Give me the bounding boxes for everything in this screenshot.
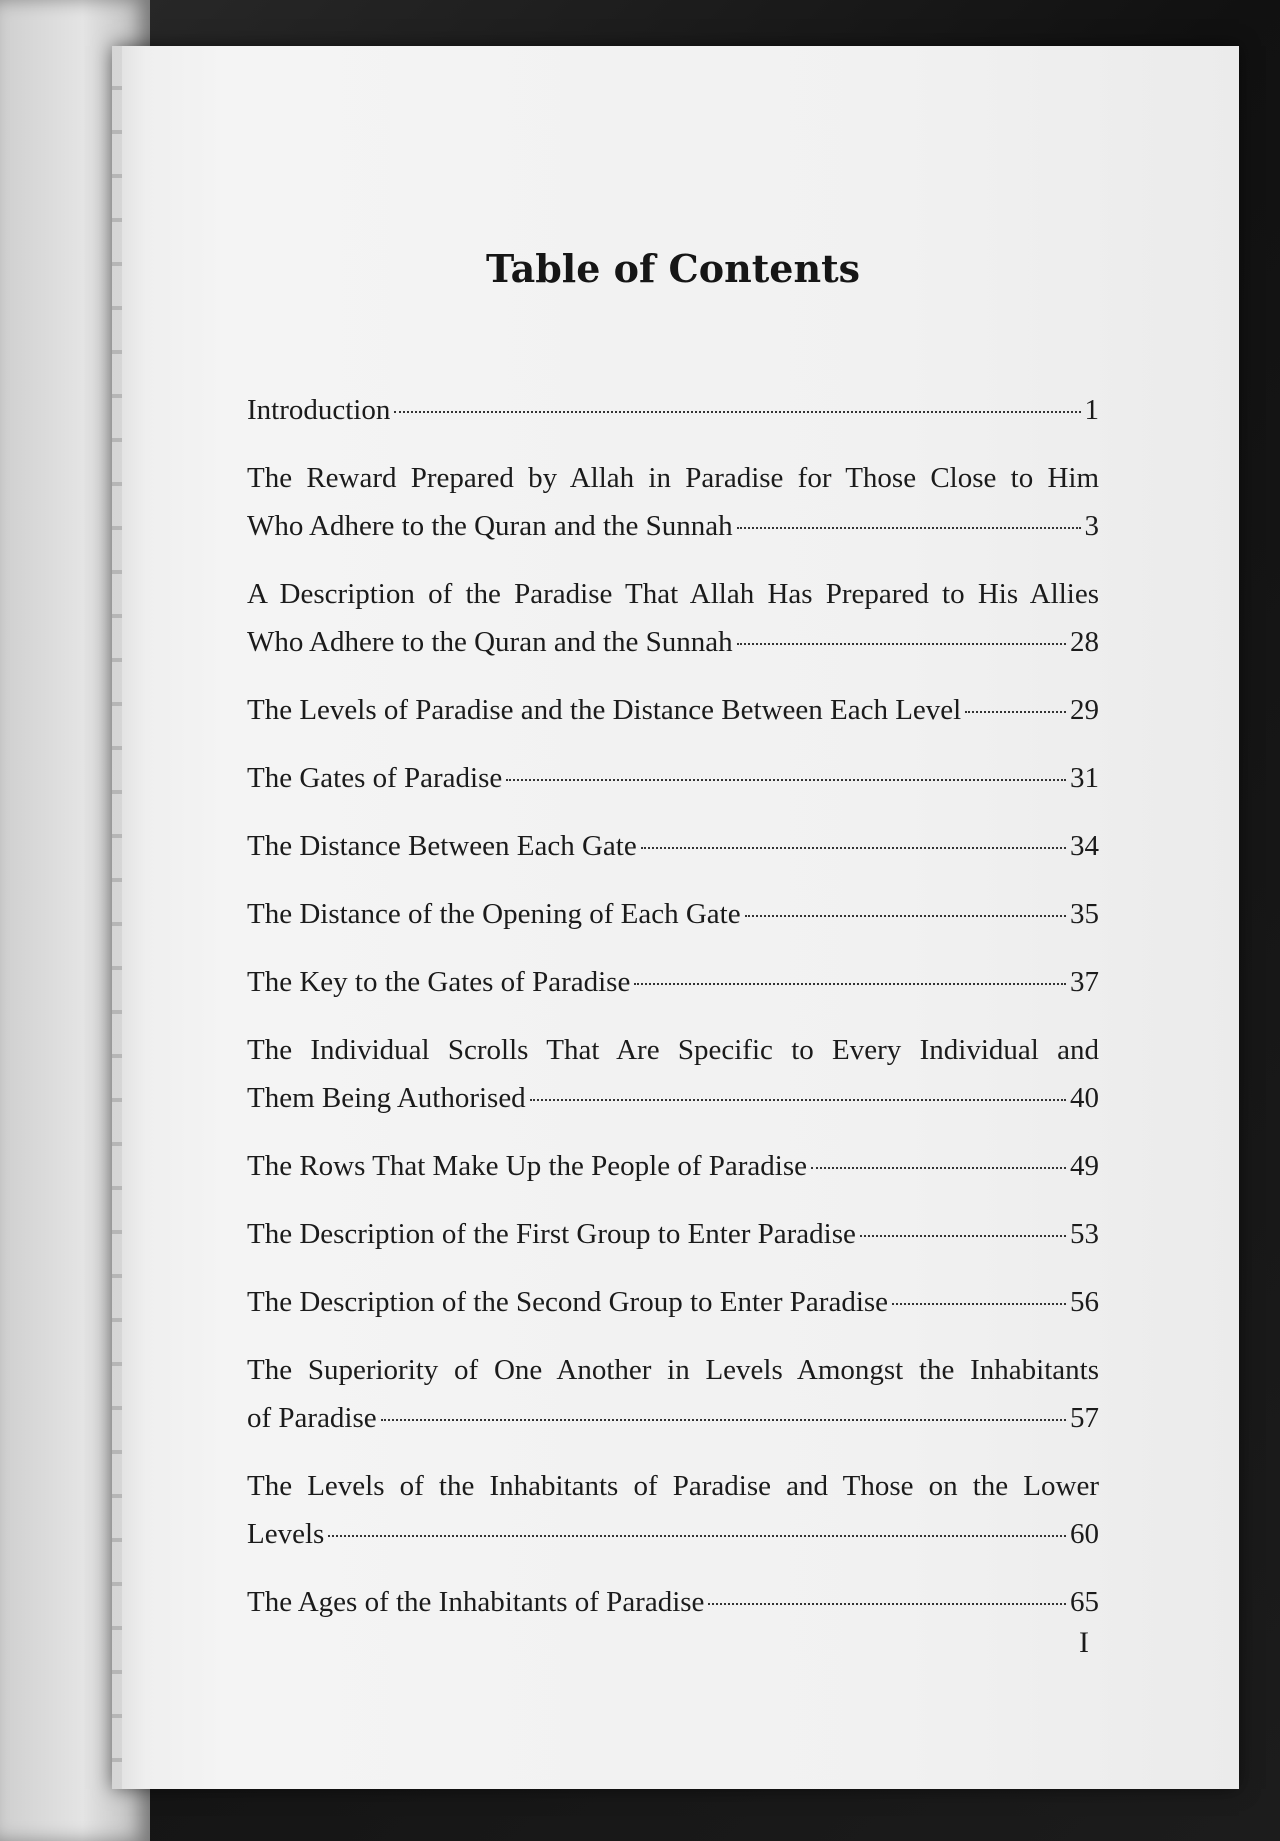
- dot-leader: [641, 847, 1066, 849]
- toc-entry-page-number: 57: [1070, 1402, 1099, 1434]
- toc-list: [247, 386, 1099, 1646]
- toc-entry: [247, 570, 1099, 666]
- toc-entry-leader-line: [247, 502, 1099, 550]
- dot-leader: [328, 1535, 1066, 1537]
- toc-entry: [247, 454, 1099, 550]
- toc-entry-page-number: 65: [1070, 1586, 1099, 1618]
- toc-entry-title-line: The Superiority of One Another in Levels Amongst the Inhabitants: [247, 1354, 1099, 1386]
- toc-entry-page-number: 56: [1070, 1286, 1099, 1318]
- toc-entry-title: Who Adhere to the Quran and the Sunnah: [247, 510, 733, 542]
- toc-entry-page-number: 49: [1070, 1150, 1099, 1182]
- toc-entry-title: The Distance of the Opening of Each Gate: [247, 898, 741, 930]
- toc-entry-page-number: 28: [1070, 626, 1099, 658]
- dot-leader: [708, 1603, 1066, 1605]
- toc-entry: [247, 754, 1099, 802]
- toc-entry: [247, 1142, 1099, 1190]
- toc-entry-title: Them Being Authorised: [247, 1082, 526, 1114]
- toc-entry: [247, 958, 1099, 1006]
- toc-entry-page-number: 3: [1084, 510, 1099, 542]
- toc-entry: [247, 1278, 1099, 1326]
- toc-entry-page-number: 1: [1084, 394, 1099, 426]
- toc-entry-title: The Levels of Paradise and the Distance Between Each Level: [247, 694, 962, 726]
- toc-entry-title: of Paradise: [247, 1402, 377, 1434]
- toc-entry-leader-line: [247, 1142, 1099, 1190]
- toc-entry-page-number: 29: [1070, 694, 1099, 726]
- toc-entry-leader-line: [247, 754, 1099, 802]
- toc-entry: [247, 1346, 1099, 1442]
- toc-entry-leader-line: [247, 822, 1099, 870]
- toc-entry-leader-line: [247, 1510, 1099, 1558]
- toc-entry: [247, 890, 1099, 938]
- page-title: Table of Contents: [485, 246, 861, 291]
- dot-leader: [530, 1099, 1066, 1101]
- toc-entry-title: Introduction: [247, 394, 391, 426]
- dot-leader: [506, 779, 1066, 781]
- dot-leader: [860, 1235, 1066, 1237]
- toc-entry-title-line: The Levels of the Inhabitants of Paradise and Those on the Lower: [247, 1470, 1099, 1502]
- toc-entry-title: Who Adhere to the Quran and the Sunnah: [247, 626, 733, 658]
- toc-entry-page-number: 37: [1070, 966, 1099, 998]
- toc-entry-leader-line: [247, 890, 1099, 938]
- toc-entry-page-number: 53: [1070, 1218, 1099, 1250]
- toc-entry-title: Levels: [247, 1518, 325, 1550]
- toc-entry-leader-line: [247, 1394, 1099, 1442]
- toc-entry-title: The Rows That Make Up the People of Paradise: [247, 1150, 808, 1182]
- toc-entry: [247, 1026, 1099, 1122]
- toc-entry: [247, 1578, 1099, 1626]
- toc-entry-title-line: A Description of the Paradise That Allah Has Prepared to His Allies: [247, 578, 1099, 610]
- toc-entry-leader-line: [247, 958, 1099, 1006]
- toc-entry-title: The Description of the First Group to Enter Paradise: [247, 1218, 856, 1250]
- toc-entry-title: The Description of the Second Group to Enter Paradise: [247, 1286, 889, 1318]
- toc-entry-leader-line: [247, 1074, 1099, 1122]
- toc-entry-page-number: 40: [1070, 1082, 1099, 1114]
- toc-entry-title-line: The Individual Scrolls That Are Specific to Every Individual and: [247, 1034, 1099, 1066]
- toc-entry-title-line: The Reward Prepared by Allah in Paradise for Those Close to Him: [247, 462, 1099, 494]
- dot-leader: [737, 643, 1066, 645]
- dot-leader: [634, 983, 1066, 985]
- toc-entry-page-number: 34: [1070, 830, 1099, 862]
- dot-leader: [381, 1419, 1066, 1421]
- toc-entry-page-number: 60: [1070, 1518, 1099, 1550]
- toc-entry-leader-line: [247, 1278, 1099, 1326]
- toc-entry: [247, 1462, 1099, 1558]
- toc-entry-leader-line: [247, 1578, 1099, 1626]
- dot-leader: [394, 411, 1080, 413]
- dot-leader: [811, 1167, 1066, 1169]
- toc-entry-title: The Distance Between Each Gate: [247, 830, 637, 862]
- toc-entry: [247, 822, 1099, 870]
- toc-entry-leader-line: [247, 1210, 1099, 1258]
- toc-entry-title: The Ages of the Inhabitants of Paradise: [247, 1586, 705, 1618]
- dot-leader: [965, 711, 1066, 713]
- toc-entry-page-number: 31: [1070, 762, 1099, 794]
- toc-entry: [247, 1210, 1099, 1258]
- dot-leader: [745, 915, 1066, 917]
- dot-leader: [737, 527, 1081, 529]
- toc-entry: [247, 386, 1099, 434]
- dot-leader: [892, 1303, 1066, 1305]
- toc-entry-leader-line: [247, 386, 1099, 434]
- toc-entry-title: The Gates of Paradise: [247, 762, 503, 794]
- toc-entry-title: The Key to the Gates of Paradise: [247, 966, 631, 998]
- toc-entry: [247, 686, 1099, 734]
- toc-entry-leader-line: [247, 686, 1099, 734]
- toc-entry-page-number: 35: [1070, 898, 1099, 930]
- book-page: [112, 46, 1239, 1789]
- page-number: I: [1079, 1626, 1089, 1659]
- toc-entry-leader-line: [247, 618, 1099, 666]
